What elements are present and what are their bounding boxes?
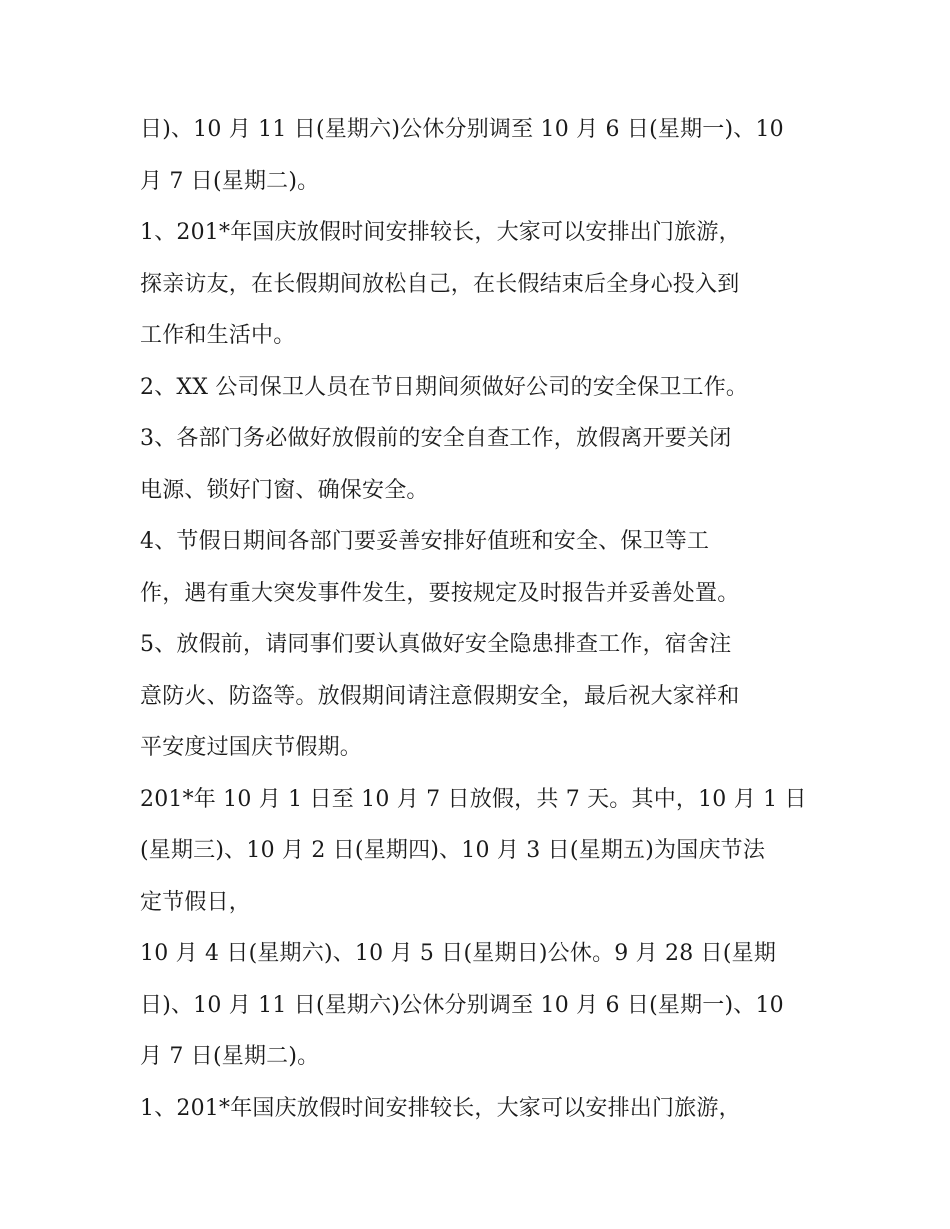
text-line: 3、各部门务必做好放假前的安全自查工作，放假离开要关闭 [140, 426, 732, 451]
text-line: 定节假日， [140, 889, 252, 915]
text-line: 月 7 日(星期二)。 [140, 1044, 320, 1069]
text-line: 2、XX 公司保卫人员在节日期间须做好公司的安全保卫工作。 [140, 374, 749, 400]
text-line: 意防火、防盗等。放假期间请注意假期安全，最后祝大家祥和 [140, 683, 740, 709]
text-line: 5、放假前，请同事们要认真做好安全隐患排查工作，宿舍注 [140, 632, 732, 657]
text-line: 201*年 10 月 1 日至 10 月 7 日放假，共 7 天。其中，10 月 1 日 [140, 786, 807, 812]
text-line: 工作和生活中。 [140, 323, 296, 348]
text-line: 日)、10 月 11 日(星期六)公休分别调至 10 月 6 日(星期一)、10 [140, 992, 784, 1018]
document-body [140, 104, 830, 1134]
text-line: 1、201*年国庆放假时间安排较长，大家可以安排出门旅游， [140, 1095, 741, 1121]
text-line: 探亲访友，在长假期间放松自己，在长假结束后全身心投入到 [140, 271, 740, 297]
text-line: 月 7 日(星期二)。 [140, 168, 320, 194]
text-line: 作，遇有重大突发事件发生，要按规定及时报告并妥善处置。 [140, 580, 740, 606]
text-line: 电源、锁好门窗、确保安全。 [140, 477, 429, 503]
text-line: 平安度过国庆节假期。 [140, 735, 363, 760]
text-line: (星期三)、10 月 2 日(星期四)、10 月 3 日(星期五)为国庆节法 [140, 838, 766, 863]
text-line: 1、201*年国庆放假时间安排较长，大家可以安排出门旅游， [140, 220, 741, 245]
text-line: 10 月 4 日(星期六)、10 月 5 日(星期日)公休。9 月 28 日(星期 [140, 941, 777, 966]
text-line: 4、节假日期间各部门要妥善安排好值班和安全、保卫等工 [140, 529, 710, 554]
text-line: 日)、10 月 11 日(星期六)公休分别调至 10 月 6 日(星期一)、10 [140, 117, 784, 142]
